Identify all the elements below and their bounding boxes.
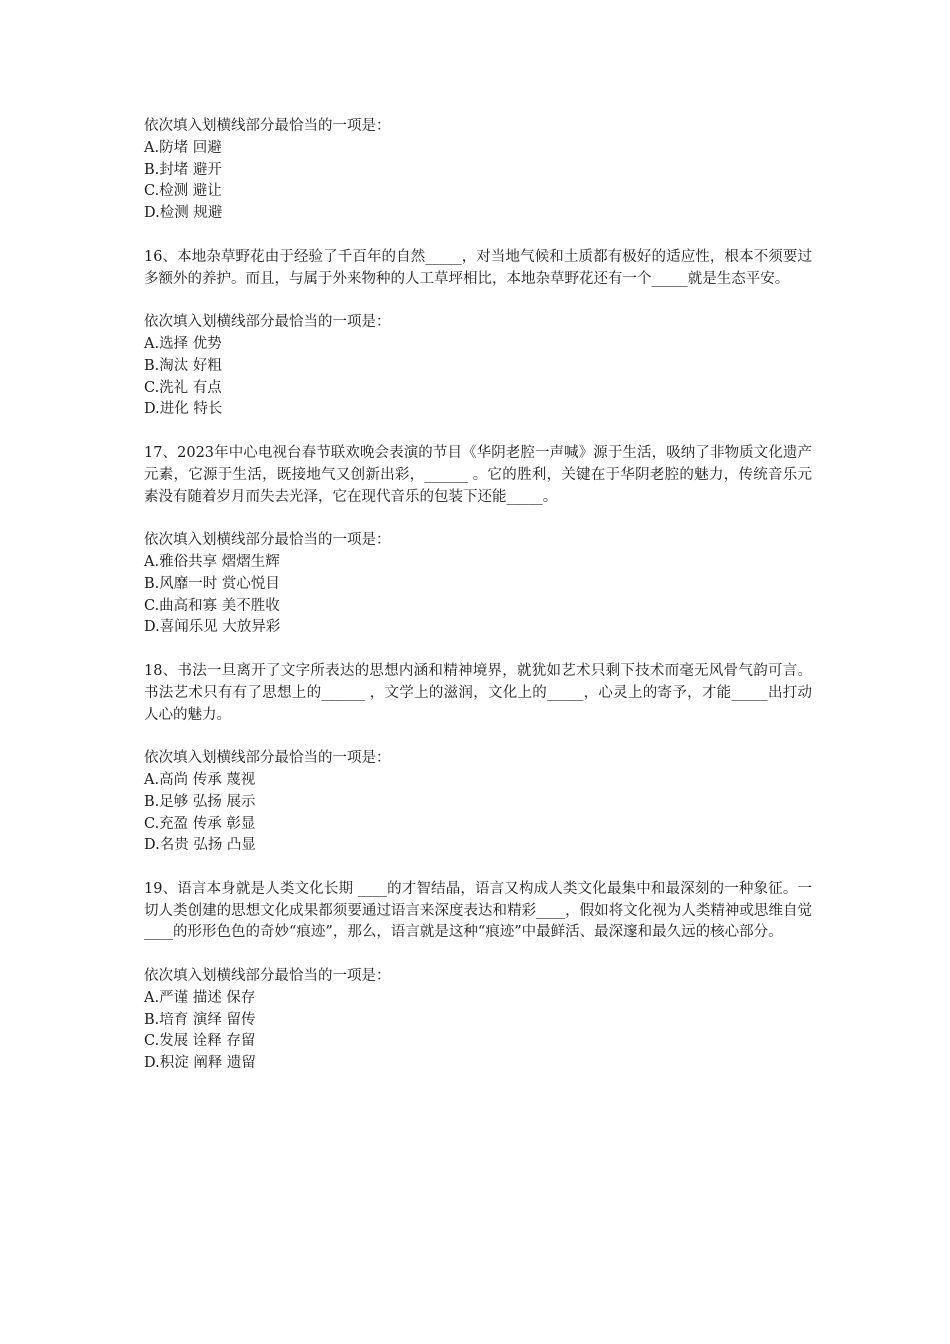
option-b: B.培育 演绎 留传 (144, 1011, 256, 1028)
option-c: C.发展 诠释 存留 (144, 1033, 256, 1050)
question-18-stem: 18、书法一旦离开了文字所表达的思想内涵和精神境界，就犹如艺术只剩下技术而毫无风骨气韵可言。书法艺术只有有了思想上的______ ，文学上的滋润，文化上的_____，心灵上的寄予，才能_____出打动人心的魅力。 (144, 662, 812, 723)
question-prompt: 依次填入划横线部分最恰当的一项是： (144, 750, 391, 767)
question-prompt: 依次填入划横线部分最恰当的一项是： (144, 968, 391, 985)
question-prompt: 依次填入划横线部分最恰当的一项是： (144, 118, 391, 134)
question-prompt: 依次填入划横线部分最恰当的一项是： (144, 314, 391, 331)
question-19-stem: 19、语言本身就是人类文化长期 ____的才智结晶，语言又构成人类文化最集中和最深刻的一种象征。一切人类创建的思想文化成果都须要通过语言来深度表达和精彩____，假如将文化视为人类精神或思维自觉____的形形色色的奇妙“痕迹”，那么，语言就是这种“痕迹”中最鲜活、最深邃和最久远的核心部分。 (144, 880, 812, 941)
option-b: B.封堵 避开 (144, 161, 222, 178)
question-16-stem: 16、本地杂草野花由于经验了千百年的自然_____，对当地气候和土质都有极好的适应性，根本不须要过多额外的养护。而且，与属于外来物种的人工草坪相比，本地杂草野花还有一个_____就是生态平安。 (144, 248, 812, 287)
option-c: C.检测 避让 (144, 183, 222, 200)
question-17 (144, 443, 812, 639)
option-c: C.充盈 传承 彰显 (144, 815, 256, 832)
option-a: A.防堵 回避 (144, 139, 222, 156)
question-17-stem: 17、2023年中心电视台春节联欢晚会表演的节目《华阴老腔一声喊》源于生活，吸纳了非物质文化遗产元素，它源于生活，既接地气又创新出彩，______ 。它的胜利，关键在于华阴老腔的魅力，传统音乐元素没有随着岁月而失去光泽，它在现代音乐的包装下还能_____。 (144, 444, 812, 505)
option-a: A.严谨 描述 保存 (144, 989, 256, 1006)
option-d: D.进化 特长 (144, 401, 223, 418)
option-d: D.喜闻乐见 大放异彩 (144, 619, 281, 636)
option-b: B.风靡一时 赏心悦目 (144, 575, 280, 592)
question-19 (144, 879, 812, 1075)
option-a: A.选择 优势 (144, 335, 222, 352)
option-a: A.雅俗共享 熠熠生辉 (144, 553, 280, 570)
option-d: D.检测 规避 (144, 205, 223, 222)
question-prompt: 依次填入划横线部分最恰当的一项是： (144, 532, 391, 549)
question-18 (144, 661, 812, 857)
option-b: B.淘汰 好粗 (144, 357, 222, 374)
option-d: D.积淀 阐释 遗留 (144, 1055, 256, 1072)
question-16 (144, 247, 812, 421)
option-c: C.曲高和寡 美不胜收 (144, 597, 280, 614)
option-a: A.高尚 传承 蔑视 (144, 771, 256, 788)
option-c: C.洗礼 有点 (144, 379, 222, 396)
question-15-options (144, 116, 812, 225)
option-b: B.足够 弘扬 展示 (144, 793, 256, 810)
option-d: D.名贵 弘扬 凸显 (144, 837, 256, 854)
document-page (144, 116, 812, 1075)
